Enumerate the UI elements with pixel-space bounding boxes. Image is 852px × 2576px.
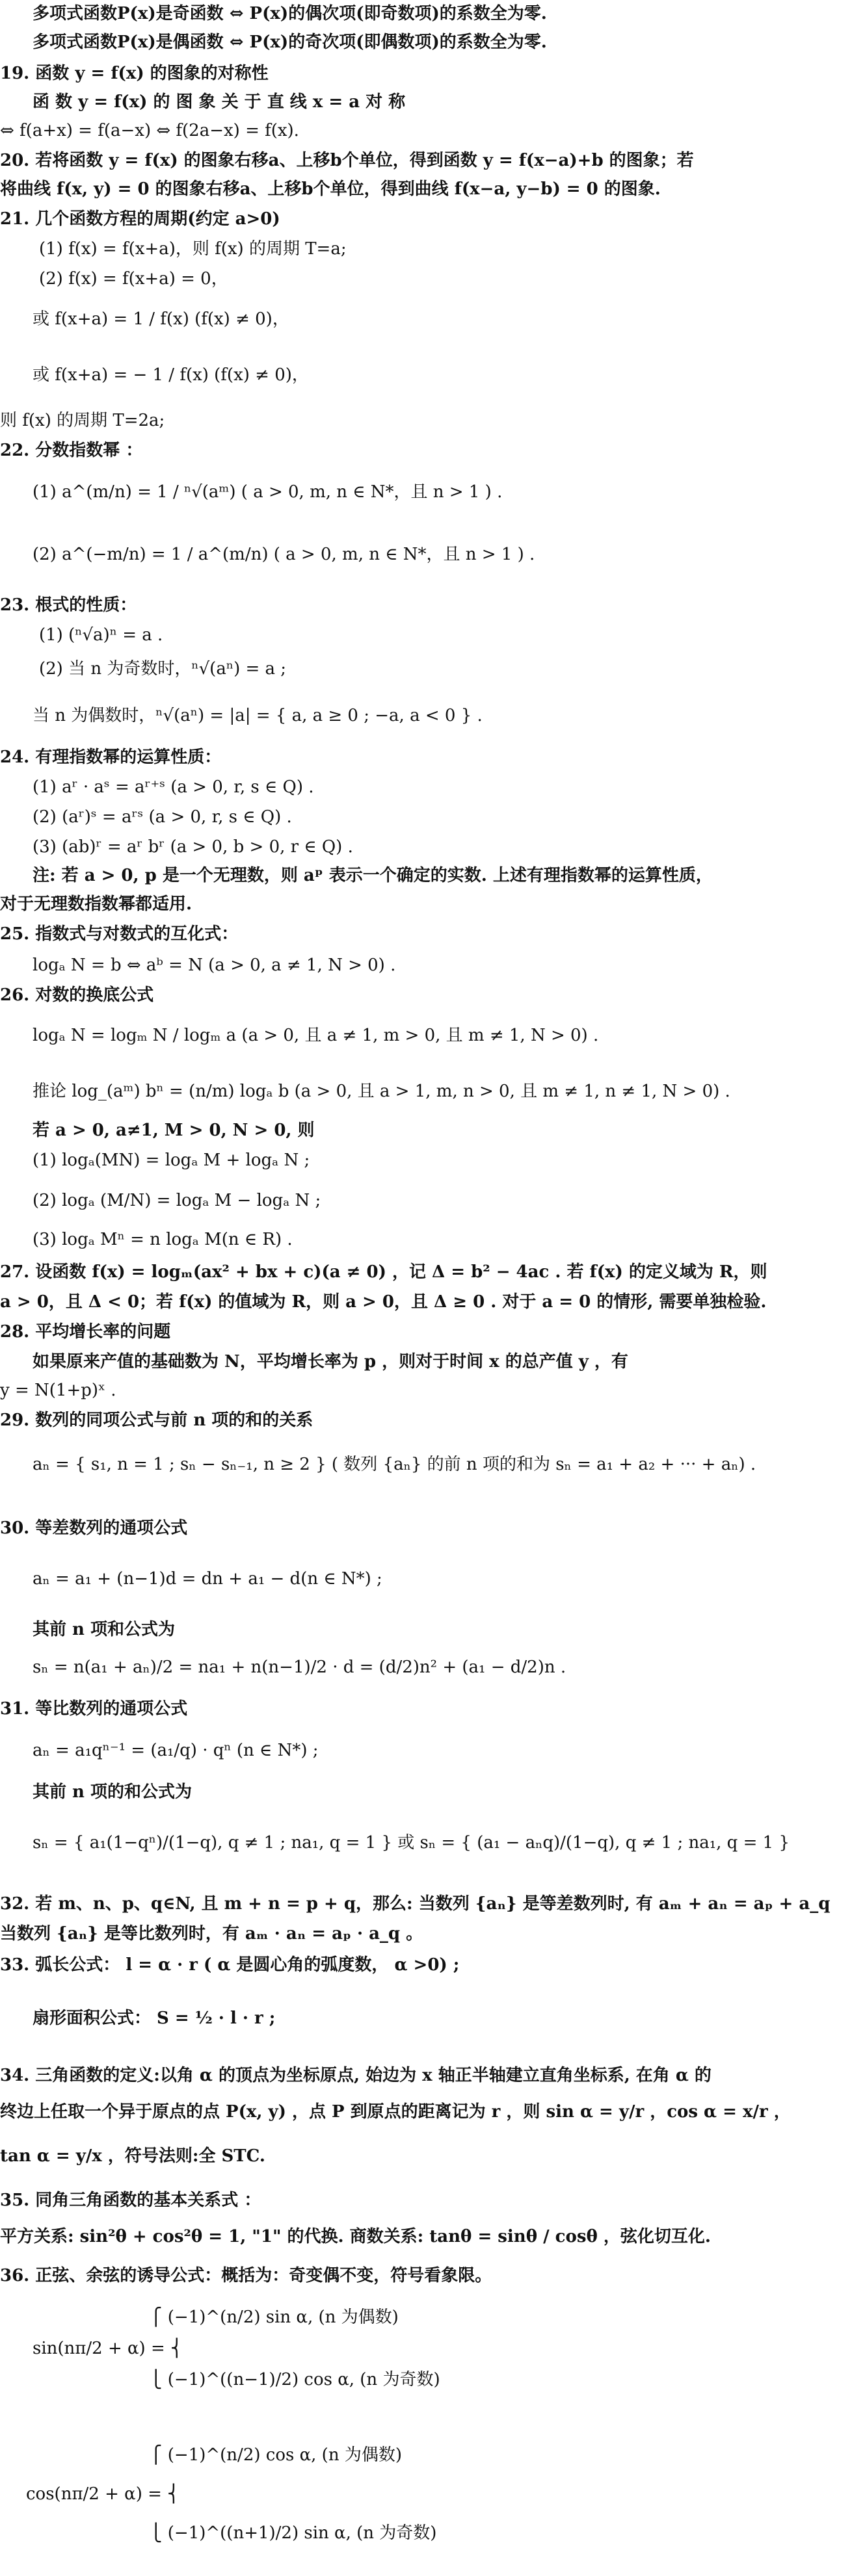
- text-line: 36. 正弦、余弦的诱导公式：概括为：奇变偶不变，符号看象限。: [0, 2266, 492, 2285]
- text-line: 24. 有理指数幂的运算性质：: [0, 748, 222, 767]
- text-line: sin(nπ/2 + α) = ⎨: [33, 2339, 183, 2358]
- text-line: (1) a^(m/n) = 1 / ⁿ√(aᵐ) ( a > 0, m, n ∈ N*，且 n > 1 ) .: [33, 482, 503, 502]
- text-line: 注: 若 a > 0, p 是一个无理数，则 aᵖ 表示一个确定的实数. 上述有理指数幂的运算性质，: [33, 866, 713, 885]
- text-line: 20. 若将函数 y = f(x) 的图象右移a、上移b个单位，得到函数 y = f(x−a)+b 的图象；若: [0, 151, 694, 170]
- text-line: 32. 若 m、n、p、q∈N, 且 m + n = p + q，那么: 当数列 {aₙ} 是等差数列时, 有 aₘ + aₙ = aₚ + a_q: [0, 1894, 831, 1914]
- text-line: 若 a > 0, a≠1, M > 0, N > 0, 则: [33, 1121, 315, 1140]
- text-line: 将曲线 f(x, y) = 0 的图象右移a、上移b个单位，得到曲线 f(x−a, y−b) = 0 的图象.: [0, 179, 661, 199]
- text-line: y = N(1+p)ˣ .: [0, 1381, 116, 1400]
- text-line: 平方关系: sin²θ + cos²θ = 1, "1" 的代换. 商数关系: tanθ = sinθ / cosθ ，弦化切互化.: [0, 2227, 711, 2246]
- text-line: a > 0，且 Δ < 0；若 f(x) 的值域为 R，则 a > 0，且 Δ ≥ 0 . 对于 a = 0 的情形, 需要单独检验.: [0, 1292, 767, 1312]
- text-line: 或 f(x+a) = − 1 / f(x) (f(x) ≠ 0)，: [33, 365, 309, 385]
- text-line: aₙ = a₁qⁿ⁻¹ = (a₁/q) · qⁿ (n ∈ N*) ;: [33, 1741, 319, 1760]
- text-line: (3) logₐ Mⁿ = n logₐ M(n ∈ R) .: [33, 1230, 293, 1249]
- text-line: 或 f(x+a) = 1 / f(x) (f(x) ≠ 0)，: [33, 309, 289, 329]
- text-line: (1) aʳ · aˢ = aʳ⁺ˢ (a > 0, r, s ∈ Q) .: [33, 777, 314, 797]
- text-line: 35. 同角三角函数的基本关系式 ：: [0, 2191, 261, 2210]
- text-line: 25. 指数式与对数式的互化式：: [0, 924, 239, 944]
- text-line: 33. 弧长公式： l = α · r ( α 是圆心角的弧度数， α >0) ;: [0, 1955, 460, 1975]
- text-line: logₐ N = b ⇔ aᵇ = N (a > 0, a ≠ 1, N > 0) .: [33, 956, 396, 975]
- text-line: tan α = y/x ，符号法则:全 STC.: [0, 2146, 265, 2166]
- text-line: 19. 函数 y = f(x) 的图象的对称性: [0, 64, 269, 83]
- text-line: (2) a^(−m/n) = 1 / a^(m/n) ( a > 0, m, n ∈ N*，且 n > 1 ) .: [33, 545, 535, 564]
- text-line: 扇形面积公式： S = ½ · l · r ;: [33, 2009, 276, 2028]
- text-line: 29. 数列的同项公式与前 n 项的和的关系: [0, 1411, 313, 1430]
- text-line: ⎩ (−1)^((n−1)/2) cos α, (n 为奇数): [150, 2370, 440, 2389]
- text-line: cos(nπ/2 + α) = ⎨: [26, 2484, 180, 2504]
- text-line: 多项式函数P(x)是偶函数 ⇔ P(x)的奇次项(即偶数项)的系数全为零.: [33, 33, 547, 52]
- text-line: 函 数 y = f(x) 的 图 象 关 于 直 线 x = a 对 称: [33, 92, 406, 112]
- text-line: 21. 几个函数方程的周期(约定 a>0): [0, 209, 280, 229]
- text-line: 34. 三角函数的定义:以角 α 的顶点为坐标原点, 始边为 x 轴正半轴建立直角坐标系, 在角 α 的: [0, 2066, 712, 2085]
- text-line: (1) (ⁿ√a)ⁿ = a .: [39, 625, 163, 645]
- text-line: 31. 等比数列的通项公式: [0, 1699, 188, 1719]
- text-line: 27. 设函数 f(x) = logₘ(ax² + bx + c)(a ≠ 0) ，记 Δ = b² − 4ac . 若 f(x) 的定义域为 R，则: [0, 1262, 767, 1282]
- text-line: 30. 等差数列的通项公式: [0, 1518, 188, 1538]
- text-line: (2) (aʳ)ˢ = aʳˢ (a > 0, r, s ∈ Q) .: [33, 807, 292, 827]
- text-line: aₙ = a₁ + (n−1)d = dn + a₁ − d(n ∈ N*) ;: [33, 1569, 382, 1589]
- text-line: 对于无理数指数幂都适用.: [0, 894, 193, 914]
- text-line: 28. 平均增长率的问题: [0, 1322, 171, 1342]
- text-line: (2) f(x) = f(x+a) = 0，: [39, 269, 228, 289]
- text-line: (1) f(x) = f(x+a)，则 f(x) 的周期 T=a;: [39, 239, 347, 259]
- text-line: 多项式函数P(x)是奇函数 ⇔ P(x)的偶次项(即奇数项)的系数全为零.: [33, 4, 547, 23]
- text-line: 其前 n 项的和公式为: [33, 1782, 193, 1802]
- text-line: 23. 根式的性质：: [0, 595, 137, 615]
- text-line: (3) (ab)ʳ = aʳ bʳ (a > 0, b > 0, r ∈ Q) .: [33, 837, 353, 857]
- text-line: logₐ N = logₘ N / logₘ a (a > 0, 且 a ≠ 1, m > 0, 且 m ≠ 1, N > 0) .: [33, 1026, 599, 1045]
- text-line: (2) logₐ (M/N) = logₐ M − logₐ N ;: [33, 1191, 321, 1210]
- text-line: sₙ = { a₁(1−qⁿ)/(1−q), q ≠ 1 ; na₁, q = 1 } 或 sₙ = { (a₁ − aₙq)/(1−q), q ≠ 1 ; na₁, q = 1 }: [33, 1833, 790, 1853]
- text-line: ⎧ (−1)^(n/2) sin α, (n 为偶数): [150, 2308, 399, 2327]
- text-line: 则 f(x) 的周期 T=2a;: [0, 411, 165, 430]
- text-line: (1) logₐ(MN) = logₐ M + logₐ N ;: [33, 1151, 310, 1170]
- text-line: 终边上任取一个异于原点的点 P(x, y) ，点 P 到原点的距离记为 r ，则 sin α = y/r ，cos α = x/r ，: [0, 2102, 791, 2122]
- text-line: ⎧ (−1)^(n/2) cos α, (n 为偶数): [150, 2445, 402, 2465]
- text-line: 22. 分数指数幂 ：: [0, 441, 143, 460]
- text-line: 推论 log_(aᵐ) bⁿ = (n/m) logₐ b (a > 0, 且 a > 1, m, n > 0, 且 m ≠ 1, n ≠ 1, N > 0) .: [33, 1082, 730, 1101]
- text-line: 如果原来产值的基础数为 N，平均增长率为 p ，则对于时间 x 的总产值 y ，有: [33, 1352, 628, 1372]
- text-line: aₙ = { s₁, n = 1 ; sₙ − sₙ₋₁, n ≥ 2 } ( 数列 {aₙ} 的前 n 项的和为 sₙ = a₁ + a₂ + ··· + aₙ) .: [33, 1455, 756, 1474]
- text-line: ⇔ f(a+x) = f(a−x) ⇔ f(2a−x) = f(x).: [0, 121, 299, 140]
- text-line: (2) 当 n 为奇数时，ⁿ√(aⁿ) = a ;: [39, 659, 287, 679]
- text-line: 当 n 为偶数时，ⁿ√(aⁿ) = |a| = { a, a ≥ 0 ; −a, a < 0 } .: [33, 706, 483, 725]
- text-line: 26. 对数的换底公式: [0, 985, 154, 1005]
- text-line: sₙ = n(a₁ + aₙ)/2 = na₁ + n(n−1)/2 · d = (d/2)n² + (a₁ − d/2)n .: [33, 1658, 566, 1677]
- text-line: 其前 n 项和公式为: [33, 1620, 176, 1639]
- text-line: 当数列 {aₙ} 是等比数列时，有 aₘ · aₙ = aₚ · a_q 。: [0, 1924, 423, 1944]
- text-line: ⎩ (−1)^((n+1)/2) sin α, (n 为奇数): [150, 2523, 437, 2543]
